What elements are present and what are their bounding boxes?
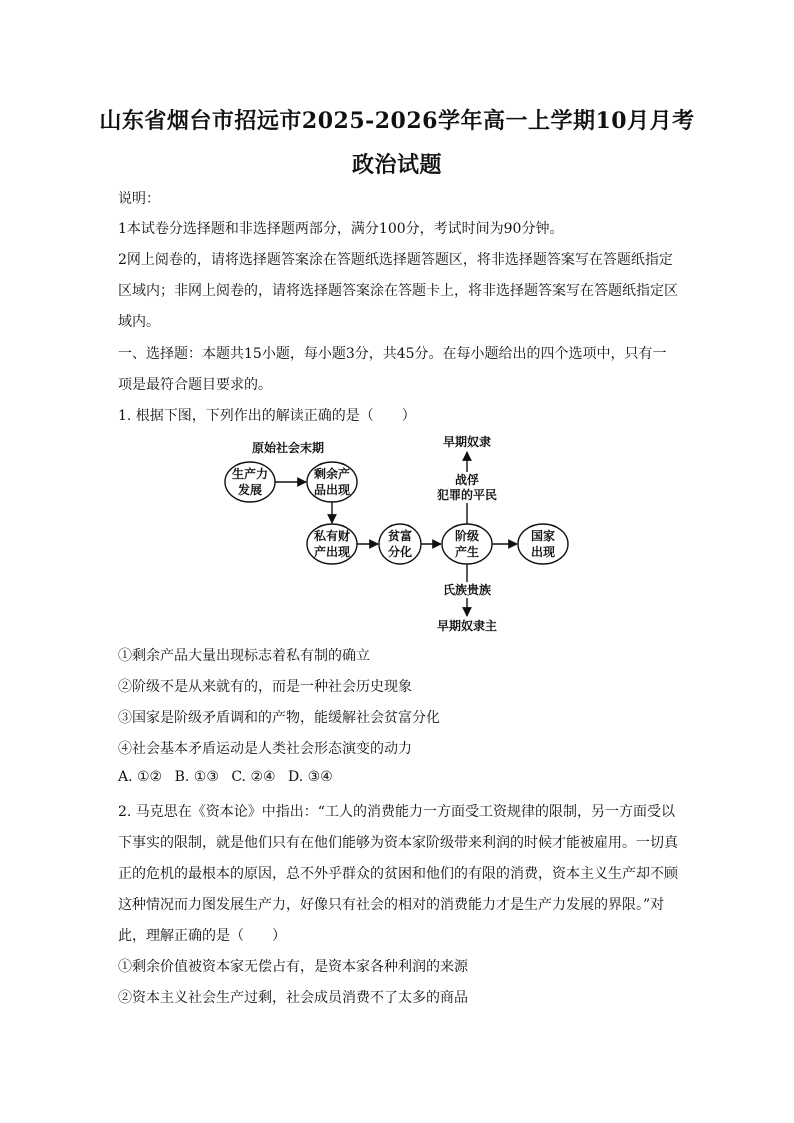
node-label: 生产力 — [231, 467, 269, 481]
label-captives: 战俘 — [454, 473, 480, 487]
q1-statement-1: ①剩余产品大量出现标志着私有制的确立 — [118, 648, 370, 664]
label-early-slave-owners: 早期奴隶主 — [436, 619, 498, 633]
node-label: 贫富 — [387, 529, 413, 543]
q2-statement-1: ①剩余价值被资本家无偿占有，是资本家各种利润的来源 — [118, 959, 468, 975]
q1-statement-2: ②阶级不是从来就有的，而是一种社会历史现象 — [118, 679, 412, 695]
option-a[interactable]: A. ①② — [118, 769, 163, 785]
q1-statement-4: ④社会基本矛盾运动是人类社会形态演变的动力 — [118, 741, 412, 757]
section-heading-a: 一、选择题：本题共15小题，每小题3分，共45分。在每小题给出的四个选项中，只有一 — [118, 346, 667, 362]
node-label: 发展 — [237, 483, 263, 497]
q1-statement-3: ③国家是阶级矛盾调和的产物，能缓解社会贫富分化 — [118, 710, 440, 726]
q2-stem-1: 2. 马克思在《资本论》中指出：“工人的消费能力一方面受工资规律的限制，另一方面受以 — [118, 804, 675, 820]
exam-subtitle: 政治试题 — [351, 152, 442, 178]
node-label: 剩余产 — [313, 467, 351, 481]
option-b[interactable]: B. ①③ — [174, 769, 219, 785]
label-criminals: 犯罪的平民 — [436, 488, 498, 502]
label-early-slaves: 早期奴隶 — [442, 435, 492, 449]
q2-stem-3: 正的危机的最根本的原因，总不外乎群众的贫困和他们的有限的消费，资本主义生产却不顾 — [118, 866, 678, 882]
node-label: 出现 — [530, 545, 556, 559]
q2-stem-2: 下事实的限制，就是他们只有在他们能够为资本家阶级带来利润的时候才能被雇用。一切真 — [118, 835, 678, 851]
q2-stem-5: 此，理解正确的是（ ） — [118, 928, 286, 944]
node-label: 阶级 — [454, 529, 480, 543]
node-label: 产出现 — [313, 545, 351, 559]
label-clan-nobles: 氏族贵族 — [442, 583, 492, 597]
q1-options — [118, 769, 678, 785]
instruction-item-2b: 区域内；非网上阅卷的，请将选择题答案涂在答题卡上，将非选择题答案写在答题纸指定区 — [118, 283, 678, 299]
node-label: 私有财 — [313, 529, 351, 543]
exam-title: 山东省烟台市招远市2025-2026学年高一上学期10月月考 — [99, 108, 695, 134]
node-label: 品出现 — [313, 483, 351, 497]
option-d[interactable]: D. ③④ — [288, 769, 333, 785]
section-heading-b: 项是最符合题目要求的。 — [118, 377, 272, 393]
q2-stem-4: 这种情况而力图发展生产力，好像只有社会的相对的消费能力才是生产力发展的界限。”对 — [118, 897, 665, 913]
q2-statement-2: ②资本主义社会生产过剩，社会成员消费不了太多的商品 — [118, 990, 468, 1006]
option-c[interactable]: C. ②④ — [231, 769, 276, 785]
label-top: 原始社会末期 — [251, 441, 325, 455]
node-label: 分化 — [387, 545, 413, 559]
node-label: 国家 — [530, 529, 556, 543]
instruction-item-2c: 域内。 — [118, 314, 160, 330]
instructions-heading: 说明： — [118, 191, 160, 207]
instruction-item-2a: 2网上阅卷的，请将选择题答案涂在答题纸选择题答题区，将非选择题答案写在答题纸指定 — [118, 252, 673, 268]
q1-stem: 1. 根据下图，下列作出的解读正确的是（ ） — [118, 408, 416, 424]
node-label: 产生 — [454, 545, 480, 559]
instruction-item-1: 1本试卷分选择题和非选择题两部分，满分100分，考试时间为90分钟。 — [118, 221, 564, 237]
q1-flow-diagram — [215, 432, 585, 637]
